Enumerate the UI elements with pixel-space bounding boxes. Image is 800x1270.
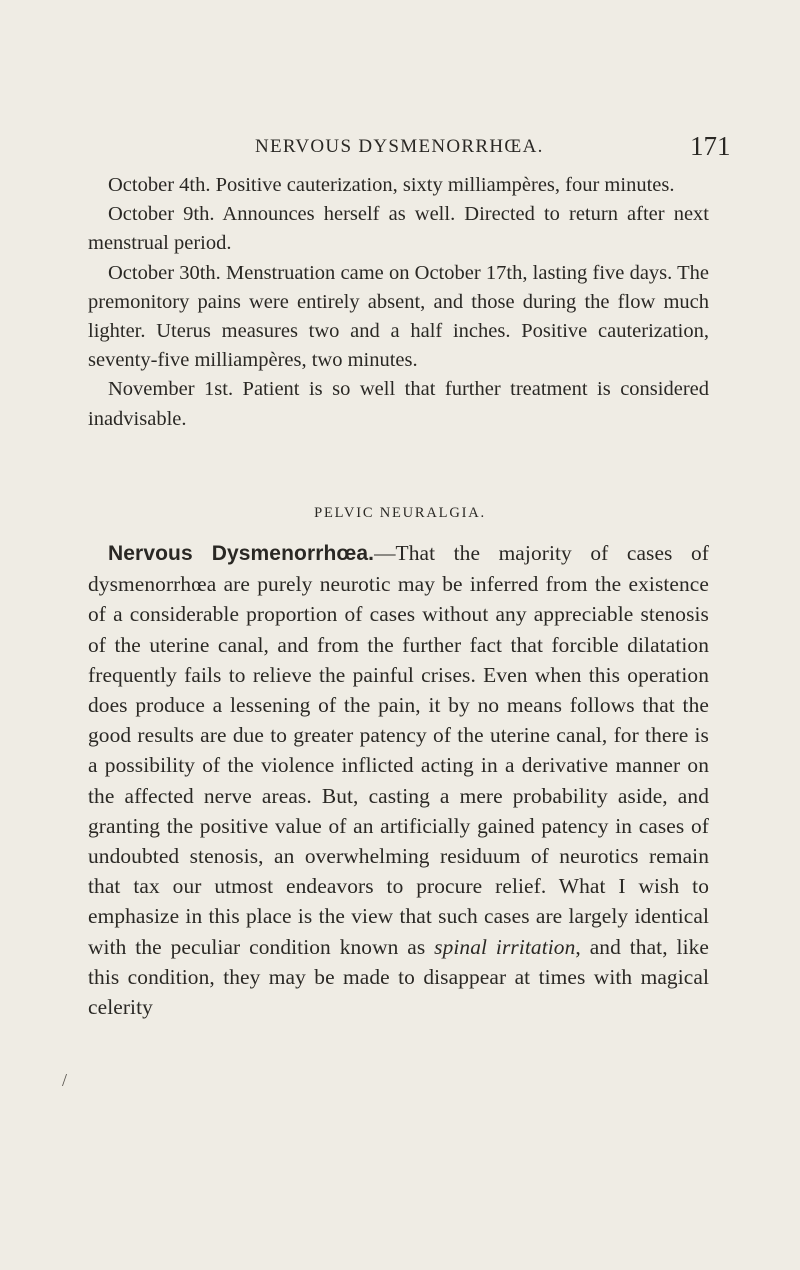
case-entry-october-9: October 9th. Announces herself as well. Directed to return after next menstrual period. (88, 203, 709, 255)
running-title: NERVOUS DYSMENORRHŒA. (255, 136, 544, 157)
case-entry-october-4: October 4th. Positive cauterization, sixty milliampères, four minutes. (108, 174, 675, 196)
run-in-heading: Nervous Dysmenorrhœa. (108, 542, 375, 565)
section-heading: PELVIC NEURALGIA. (314, 505, 486, 521)
italic-term: spinal irritation (434, 934, 576, 959)
case-notes (88, 171, 709, 434)
paragraph-text-part-2: , and that, like this condition, they may be made to disappear at times with magical celerity (88, 934, 710, 1020)
running-head (0, 132, 800, 162)
page-number: 171 (690, 131, 731, 161)
paragraph-text-part-1: —That the majority of cases of dysmenorrhœa are purely neurotic may be inferred from the existence of a considerable proportion of cases without any appreciable stenosis of the uterine canal, and from the further fact that forcible dilatation frequently fails to relieve the painful crises. Even when this operation does produce a lessening of the pain, it by no means follows that the good results are due to greater patency of the uterine canal, for there is a possibility of the violence inflicted acting in a derivative manner on the affected nerve areas. But, casting a mere probability aside, and granting the positive value of an artificially gained patency in cases of undoubted stenosis, an overwhelming residuum of neurotics remain that tax our utmost endeavors to procure relief. What I wish to emphasize in this place is the view that such cases are largely identical with the peculiar condition known as (88, 541, 709, 959)
case-entry-november-1: November 1st. Patient is so well that further treatment is considered inadvisable. (88, 378, 709, 430)
case-entry-october-30: October 30th. Menstruation came on October 17th, lasting five days. The premonitory pains were entirely absent, and those during the flow much lighter. Uterus measures two and a half inches. Positive cauterization, seventy-five milliampères, two minutes. (88, 261, 709, 372)
margin-pencil-mark: / (62, 1070, 68, 1090)
section-body (88, 538, 709, 1022)
section-paragraph (88, 538, 709, 1022)
